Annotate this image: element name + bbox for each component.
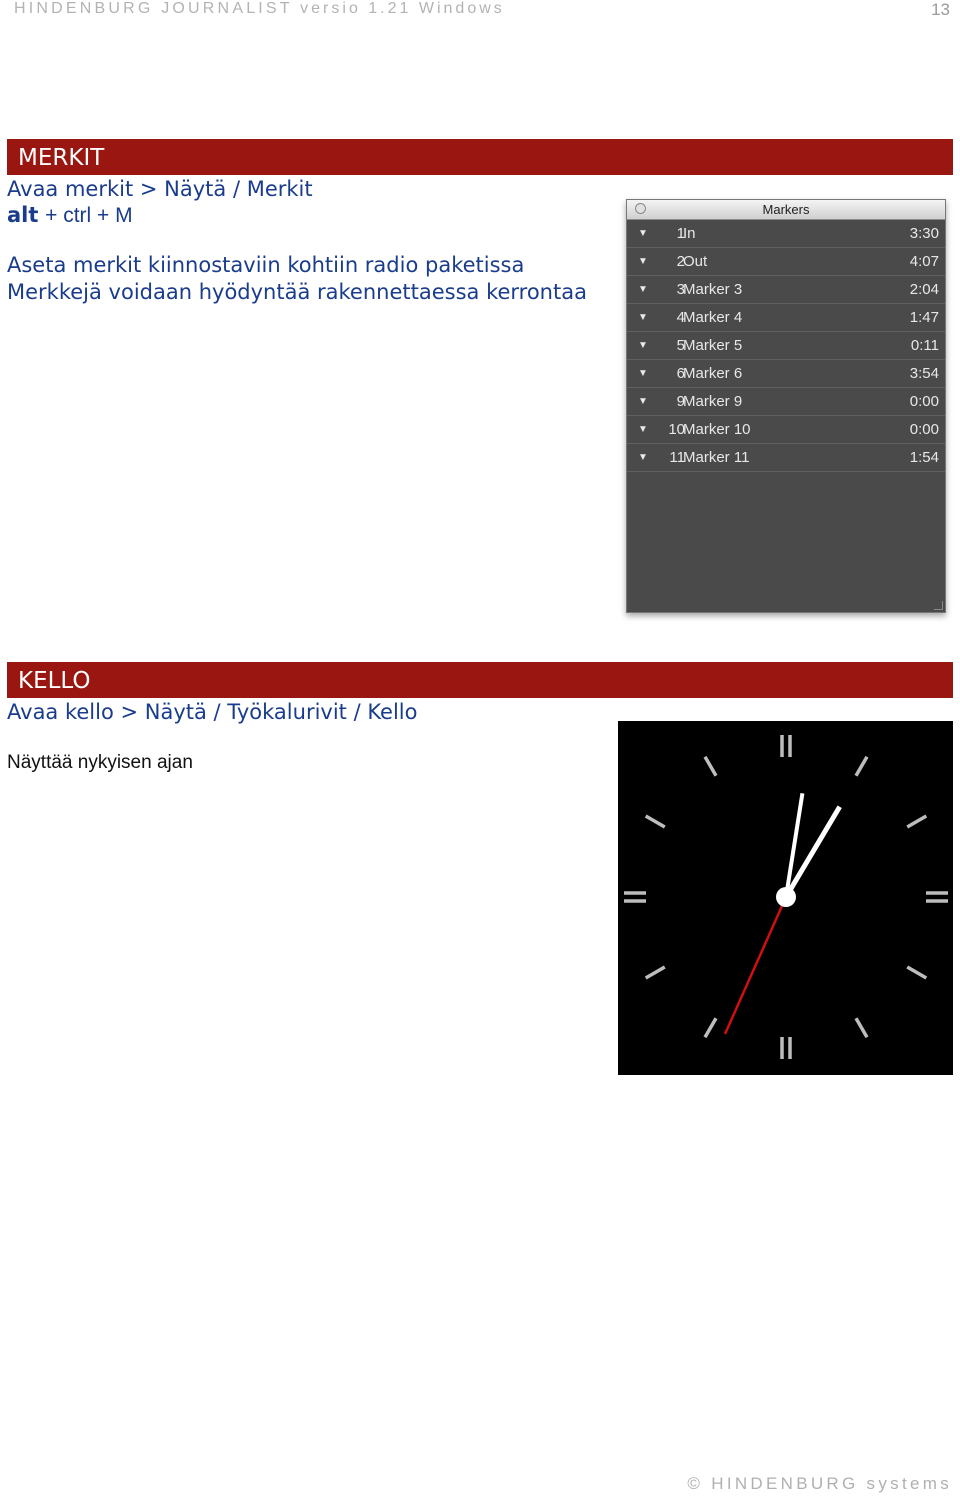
markers-title: Markers [762, 202, 810, 217]
kello-open-path: Avaa kello > Näytä / Työkalurivit / Kello [7, 700, 418, 724]
merkit-description-1: Aseta merkit kiinnostaviin kohtiin radio paketissa [7, 253, 525, 277]
marker-name[interactable]: Marker 11 [683, 449, 750, 466]
footer [687, 1474, 952, 1494]
marker-number: 4 [676, 309, 685, 326]
marker-name[interactable]: Marker 9 [683, 393, 743, 410]
hour-tick [856, 1018, 867, 1037]
marker-row[interactable] [627, 388, 945, 416]
hour-tick [646, 816, 665, 827]
marker-time: 1:47 [909, 309, 939, 326]
marker-time: 4:07 [909, 253, 939, 270]
copyright-icon: © [687, 1474, 704, 1493]
markers-titlebar[interactable] [627, 200, 945, 220]
marker-row[interactable] [627, 416, 945, 444]
header-version: versio 1.21 Windows [300, 0, 505, 17]
hour-tick [705, 1018, 716, 1037]
document-header [14, 0, 505, 18]
shortcut-rest: + ctrl + M [45, 204, 133, 227]
page-number: 13 [931, 0, 950, 19]
marker-row[interactable] [627, 332, 945, 360]
marker-number: 5 [676, 337, 685, 354]
resize-grip-icon[interactable] [934, 601, 943, 610]
marker-time: 3:30 [909, 225, 939, 242]
clock-center-pin [776, 887, 796, 907]
marker-number: 2 [676, 253, 685, 270]
disclosure-triangle-icon[interactable]: ▼ [638, 256, 648, 267]
marker-name[interactable]: Marker 3 [683, 281, 743, 298]
marker-name[interactable]: Marker 4 [683, 309, 743, 326]
marker-number: 3 [676, 281, 685, 298]
disclosure-triangle-icon[interactable]: ▼ [638, 312, 648, 323]
marker-name[interactable]: In [683, 225, 696, 242]
merkit-description-2: Merkkejä voidaan hyödyntää rakennettaessa kerrontaa [7, 280, 587, 304]
marker-row[interactable] [627, 276, 945, 304]
window-close-icon[interactable] [635, 203, 646, 214]
hour-tick [646, 967, 665, 978]
disclosure-triangle-icon[interactable]: ▼ [638, 284, 648, 295]
hour-tick [907, 967, 926, 978]
marker-number: 11 [669, 449, 685, 466]
marker-name[interactable]: Marker 10 [683, 421, 751, 438]
marker-number: 1 [676, 225, 685, 242]
marker-number: 6 [676, 365, 685, 382]
hour-tick [907, 816, 926, 827]
clock-widget [618, 721, 953, 1075]
clock-face [618, 721, 953, 1075]
disclosure-triangle-icon[interactable]: ▼ [638, 368, 648, 379]
marker-name[interactable]: Marker 5 [683, 337, 743, 354]
marker-time: 0:11 [910, 337, 939, 354]
disclosure-triangle-icon[interactable]: ▼ [638, 452, 648, 463]
second-hand [725, 897, 786, 1034]
marker-time: 0:00 [909, 393, 939, 410]
disclosure-triangle-icon[interactable]: ▼ [638, 228, 648, 239]
kello-description: Näyttää nykyisen ajan [7, 752, 193, 773]
disclosure-triangle-icon[interactable]: ▼ [638, 396, 648, 407]
marker-row[interactable] [627, 444, 945, 472]
marker-time: 1:54 [909, 449, 939, 466]
marker-number: 9 [676, 393, 685, 410]
marker-time: 3:54 [909, 365, 939, 382]
disclosure-triangle-icon[interactable]: ▼ [638, 424, 648, 435]
section-heading-kello: KELLO [7, 662, 953, 698]
marker-row[interactable] [627, 248, 945, 276]
footer-text: HINDENBURG systems [711, 1474, 952, 1493]
marker-name[interactable]: Marker 6 [683, 365, 743, 382]
shortcut-alt: alt [7, 203, 39, 227]
marker-number: 10 [668, 421, 685, 438]
markers-list [627, 220, 945, 472]
hour-tick [856, 757, 867, 776]
markers-window [626, 199, 946, 613]
section-heading-merkit: MERKIT [7, 139, 953, 175]
merkit-open-path: Avaa merkit > Näytä / Merkit [7, 177, 313, 201]
disclosure-triangle-icon[interactable]: ▼ [638, 340, 648, 351]
marker-time: 2:04 [909, 281, 939, 298]
header-title: HINDENBURG JOURNALIST [14, 0, 293, 17]
hour-tick [705, 757, 716, 776]
marker-time: 0:00 [909, 421, 939, 438]
marker-name[interactable]: Out [683, 253, 708, 270]
merkit-shortcut [7, 203, 133, 228]
marker-row[interactable] [627, 360, 945, 388]
marker-row[interactable] [627, 220, 945, 248]
marker-row[interactable] [627, 304, 945, 332]
